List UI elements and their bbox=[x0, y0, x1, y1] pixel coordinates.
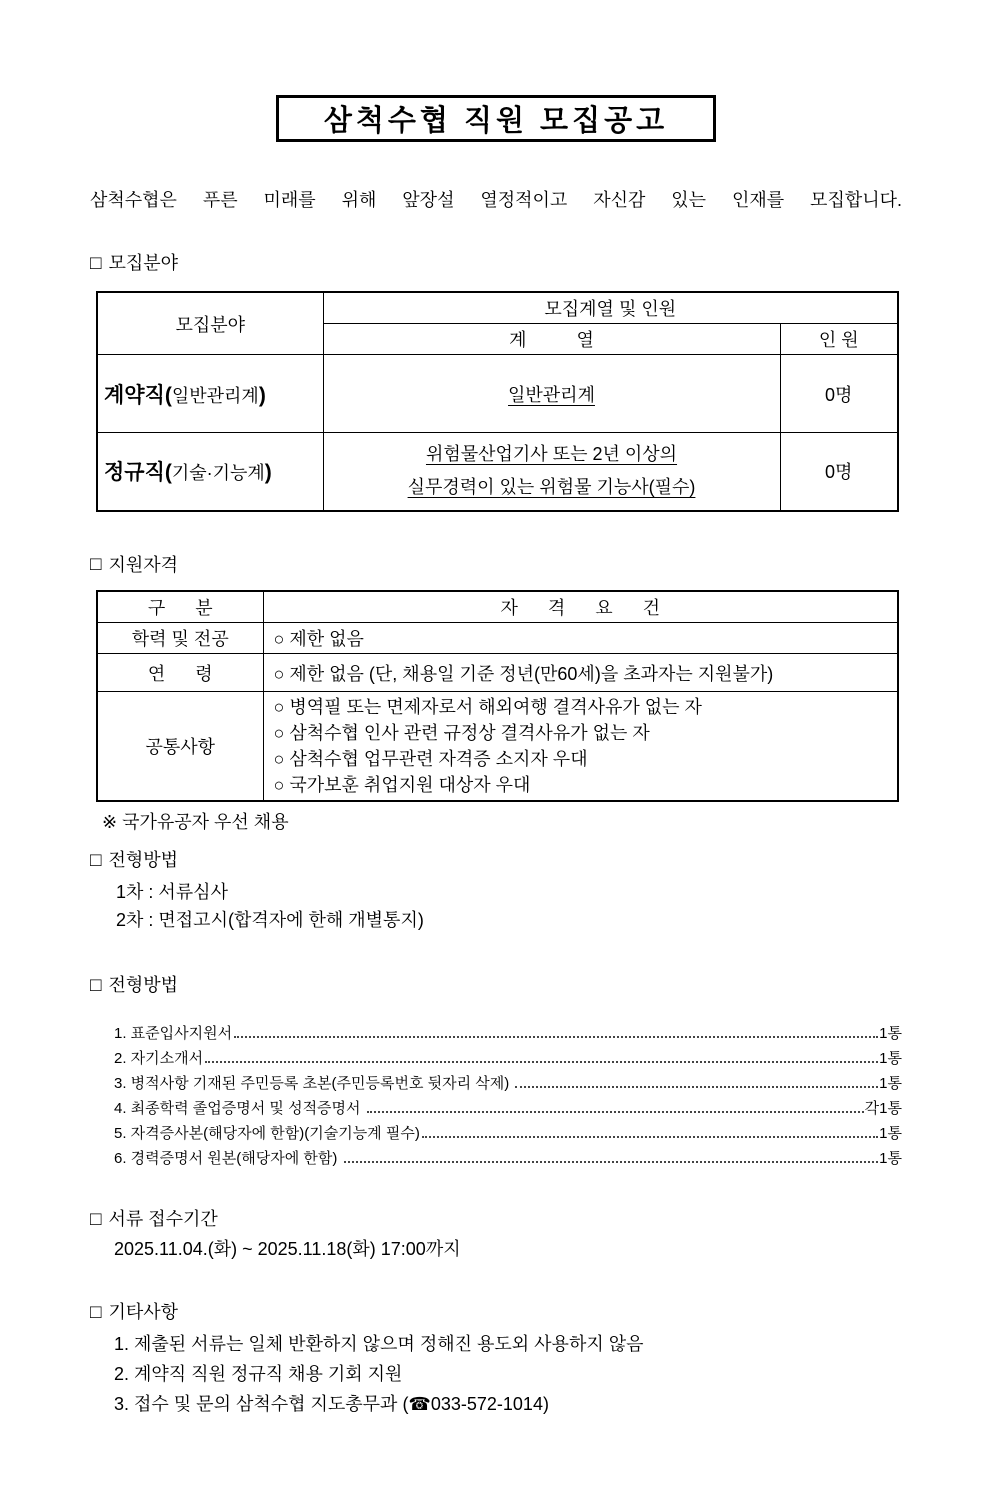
recruit-row-regular-name bbox=[97, 433, 323, 511]
selection-step-1: 1차 : 서류심사 bbox=[116, 882, 228, 902]
document-count: 1통 bbox=[879, 1025, 902, 1042]
table-row bbox=[97, 623, 898, 654]
section-heading-submission-period bbox=[90, 1208, 902, 1230]
job-type-bold-close: ) bbox=[258, 383, 266, 407]
recruit-row-regular-track bbox=[323, 433, 780, 511]
section-label-submission-period: 서류 접수기간 bbox=[108, 1209, 218, 1229]
square-bullet-icon: □ bbox=[90, 1208, 102, 1230]
square-bullet-icon: □ bbox=[90, 974, 102, 996]
table-row bbox=[97, 692, 898, 802]
section-label-documents: 전형방법 bbox=[108, 975, 179, 995]
list-item bbox=[114, 1122, 902, 1147]
qual-row-education-value: ○ 제한 없음 bbox=[263, 623, 898, 654]
page-title: 삼척수협 직원 모집공고 bbox=[323, 105, 669, 137]
document-label: 6. 경력증명서 원본(해당자에 한함) bbox=[114, 1150, 342, 1167]
qual-row-education-label: 학력 및 전공 bbox=[97, 623, 263, 654]
selection-step-2: 2차 : 면접고시(합격자에 한해 개별통지) bbox=[116, 910, 424, 930]
recruit-row-contract-count: 0명 bbox=[780, 355, 898, 433]
document-label: 3. 병적사항 기재된 주민등록 초본(주민등록번호 뒷자리 삭제) bbox=[114, 1075, 514, 1092]
etc-item-1: 1. 제출된 서류는 일체 반환하지 않으며 정해진 용도외 사용하지 않음 bbox=[114, 1334, 644, 1354]
list-item bbox=[114, 1097, 902, 1122]
qualification-table bbox=[96, 590, 899, 803]
dot-leader bbox=[344, 1161, 879, 1163]
square-bullet-icon: □ bbox=[90, 554, 102, 575]
qual-row-common-value bbox=[263, 692, 898, 802]
recruit-col-field: 모집분야 bbox=[97, 292, 323, 355]
section-label-selection-method: 전형방법 bbox=[108, 850, 179, 870]
common-item-4: ○ 국가보훈 취업지원 대상자 우대 bbox=[273, 775, 531, 795]
list-item bbox=[114, 1047, 902, 1072]
table-row bbox=[97, 654, 898, 692]
dot-leader bbox=[234, 1036, 878, 1038]
qual-row-common-label: 공통사항 bbox=[97, 692, 263, 802]
recruit-col-group: 모집계열 및 인원 bbox=[323, 292, 898, 324]
job-type-bold: 계약직( bbox=[104, 383, 172, 407]
title-box bbox=[276, 95, 716, 142]
qualification-table-header-row bbox=[97, 591, 898, 623]
document-page bbox=[0, 95, 992, 1498]
document-label: 4. 최종학력 졸업증명서 및 성적증명서 bbox=[114, 1100, 365, 1117]
list-item bbox=[114, 1147, 902, 1172]
qual-row-age-label: 연 령 bbox=[97, 654, 263, 692]
submission-period-value: 2025.11.04.(화) ~ 2025.11.18(화) 17:00까지 bbox=[114, 1239, 461, 1259]
document-label: 2. 자기소개서 bbox=[114, 1050, 204, 1067]
common-item-2: ○ 삼척수협 인사 관련 규정상 결격사유가 없는 자 bbox=[273, 723, 650, 743]
list-item bbox=[114, 1072, 902, 1097]
dot-leader bbox=[515, 1086, 878, 1088]
etc-list bbox=[90, 1329, 902, 1419]
document-count: 1통 bbox=[879, 1125, 902, 1142]
document-count: 각1통 bbox=[864, 1100, 902, 1117]
dot-leader bbox=[205, 1061, 878, 1063]
table-row bbox=[97, 355, 898, 433]
document-count: 1통 bbox=[879, 1150, 902, 1167]
recruit-table-header-row-1 bbox=[97, 292, 898, 324]
section-label-recruit-fields: 모집분야 bbox=[108, 253, 179, 273]
etc-item-3: 3. 접수 및 문의 삼척수협 지도총무과 (☎033-572-1014) bbox=[114, 1394, 549, 1414]
section-label-qualifications: 지원자격 bbox=[108, 554, 179, 575]
recruit-table bbox=[96, 291, 899, 512]
recruit-col-count: 인 원 bbox=[780, 324, 898, 355]
table-row bbox=[97, 433, 898, 511]
track-text-line2: 실무경력이 있는 위험물 기능사(필수) bbox=[407, 477, 696, 498]
track-text-line1: 위험물산업기사 또는 2년 이상의 bbox=[425, 444, 678, 465]
job-type-detail: 일반관리계 bbox=[171, 385, 259, 406]
document-count: 1통 bbox=[879, 1050, 902, 1067]
square-bullet-icon: □ bbox=[90, 252, 102, 274]
document-list bbox=[90, 1022, 902, 1172]
square-bullet-icon: □ bbox=[90, 849, 102, 871]
common-item-3: ○ 삼척수협 업무관련 자격증 소지자 우대 bbox=[273, 749, 588, 769]
section-label-etc: 기타사항 bbox=[108, 1302, 179, 1322]
dot-leader bbox=[422, 1136, 878, 1138]
recruit-row-regular-count: 0명 bbox=[780, 433, 898, 511]
job-type-bold: 정규직( bbox=[104, 461, 172, 485]
job-type-detail: 기술·기능계 bbox=[171, 463, 265, 484]
recruit-row-contract-track bbox=[323, 355, 780, 433]
document-label: 5. 자격증사본(해당자에 한함)(기술기능계 필수) bbox=[114, 1125, 420, 1142]
common-item-1: ○ 병역필 또는 면제자로서 해외여행 결격사유가 없는 자 bbox=[273, 697, 702, 717]
document-label: 1. 표준입사지원서 bbox=[114, 1025, 233, 1042]
section-heading-recruit-fields bbox=[90, 252, 902, 274]
selection-steps bbox=[90, 878, 902, 934]
section-heading-etc bbox=[90, 1301, 902, 1323]
track-text: 일반관리계 bbox=[508, 384, 595, 405]
intro-text: 삼척수협은 푸른 미래를 위해 앞장설 열정적이고 자신감 있는 인재를 모집합니다. bbox=[90, 190, 902, 210]
veterans-priority-note: ※ 국가유공자 우선 채용 bbox=[102, 812, 289, 832]
document-count: 1통 bbox=[879, 1075, 902, 1092]
recruit-col-track: 계 열 bbox=[323, 324, 780, 355]
dot-leader bbox=[367, 1111, 864, 1113]
square-bullet-icon: □ bbox=[90, 1301, 102, 1323]
recruit-row-contract-name bbox=[97, 355, 323, 433]
section-heading-selection-method bbox=[90, 849, 902, 871]
list-item bbox=[114, 1022, 902, 1047]
section-heading-qualifications bbox=[90, 554, 902, 576]
qual-row-age-value: ○ 제한 없음 (단, 채용일 기준 정년(만60세)을 초과자는 지원불가) bbox=[263, 654, 898, 692]
job-type-bold-close: ) bbox=[264, 461, 272, 485]
etc-item-2: 2. 계약직 직원 정규직 채용 기회 지원 bbox=[114, 1364, 403, 1384]
section-heading-documents bbox=[90, 974, 902, 996]
qual-col-requirement: 자 격 요 건 bbox=[263, 591, 898, 623]
qual-col-label: 구 분 bbox=[97, 591, 263, 623]
